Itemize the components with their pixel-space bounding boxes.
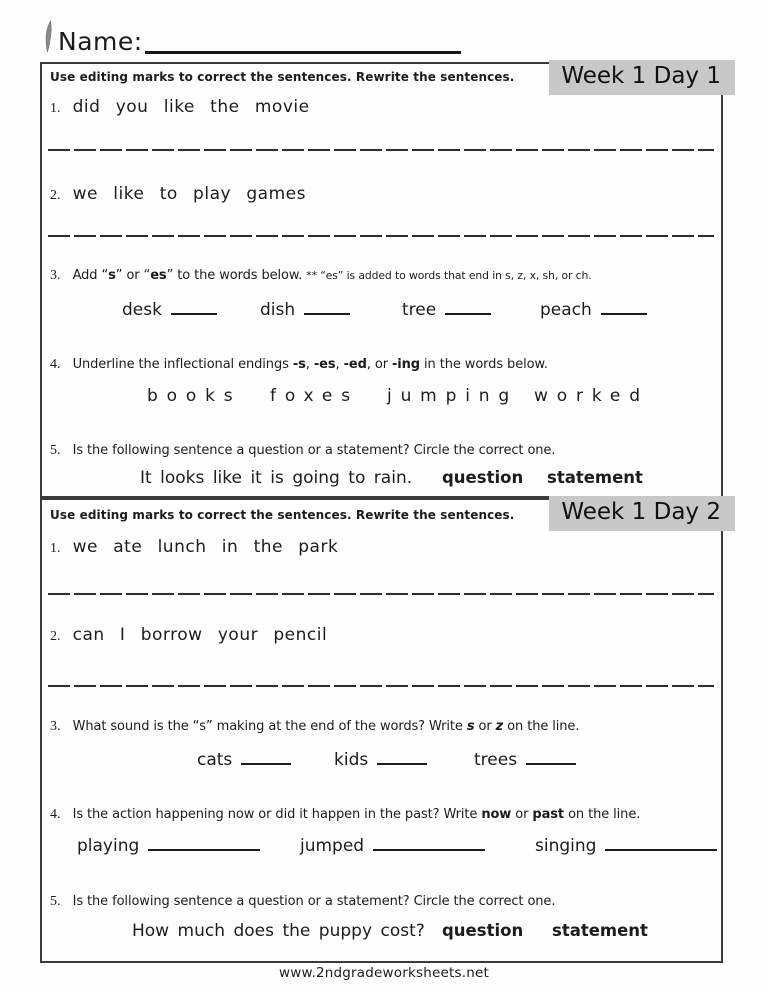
day2-q2: [42, 625, 721, 645]
day1-badge: Week 1 Day 1: [549, 60, 735, 95]
sentence-to-correct: can I borrow your pencil: [72, 625, 328, 645]
word: playing: [77, 836, 140, 856]
word: jumped: [300, 836, 365, 856]
word-to-underline[interactable]: foxes: [270, 386, 359, 406]
choice-question[interactable]: question: [442, 468, 524, 487]
question-text: Underline the inflectional endings -s, -es, -ed, or -ing in the words below.: [72, 357, 548, 372]
day1-instructions: Use editing marks to correct the sentences. Rewrite the sentences.: [50, 70, 515, 84]
day2-q3-words: [42, 750, 721, 776]
answer-blank[interactable]: [601, 300, 647, 315]
word: cats: [197, 750, 233, 770]
word: kids: [334, 750, 369, 770]
word-to-underline[interactable]: books: [147, 386, 242, 406]
quill-icon: [42, 20, 56, 54]
answer-blank[interactable]: [377, 750, 427, 765]
day2-q5-answer-row: [42, 921, 721, 947]
answer-blank[interactable]: [373, 836, 485, 851]
day2-instructions: Use editing marks to correct the sentences. Rewrite the sentences.: [50, 508, 515, 522]
question-number: 1.: [50, 541, 61, 556]
sentence-to-correct: did you like the movie: [72, 97, 310, 117]
question-number: 5.: [50, 894, 61, 909]
answer-blank[interactable]: [304, 300, 350, 315]
choice-question[interactable]: question: [442, 921, 524, 940]
word-to-underline[interactable]: jumping: [387, 386, 519, 406]
day2-q3: [42, 715, 721, 735]
section-day2: [40, 498, 723, 963]
word: dish: [260, 300, 296, 320]
question-text: Add “s” or “es” to the words below. ** “es” is added to words that end in s, z, x, sh, or ch.: [72, 268, 592, 283]
rewrite-line[interactable]: [48, 685, 714, 687]
sentence-to-correct: we ate lunch in the park: [72, 537, 339, 557]
day1-q1: [42, 97, 721, 117]
word: trees: [474, 750, 518, 770]
question-text: Is the following sentence a question or a statement? Circle the correct one.: [72, 443, 556, 458]
answer-blank[interactable]: [241, 750, 291, 765]
question-number: 2.: [50, 629, 61, 644]
day2-q4-words: [42, 836, 721, 862]
question-number: 4.: [50, 807, 61, 822]
question-number: 4.: [50, 357, 61, 372]
answer-blank[interactable]: [526, 750, 576, 765]
day1-q4-words: [42, 386, 721, 412]
question-number: 3.: [50, 719, 61, 734]
name-label: Name:: [58, 27, 143, 56]
day1-q5: [42, 439, 721, 459]
rewrite-line[interactable]: [48, 235, 714, 237]
question-text: What sound is the “s” making at the end of the words? Write s or z on the line.: [72, 719, 580, 734]
word: peach: [540, 300, 592, 320]
day2-q5: [42, 890, 721, 910]
choice-statement[interactable]: statement: [552, 921, 648, 940]
rewrite-line[interactable]: [48, 149, 714, 151]
answer-blank[interactable]: [148, 836, 260, 851]
day1-q5-answer-row: [42, 468, 721, 494]
answer-blank[interactable]: [445, 300, 491, 315]
answer-blank[interactable]: [605, 836, 717, 851]
question-number: 1.: [50, 101, 61, 116]
sentence-to-correct: we like to play games: [72, 184, 306, 204]
day1-q3-words: [42, 300, 721, 326]
word: singing: [535, 836, 597, 856]
day1-q4: [42, 353, 721, 373]
question-text: Is the action happening now or did it happen in the past? Write now or past on the line.: [72, 807, 641, 822]
example-sentence: It looks like it is going to rain.: [140, 468, 413, 488]
question-text: Is the following sentence a question or a statement? Circle the correct one.: [72, 894, 556, 909]
day1-q3: [42, 264, 721, 284]
word-to-underline[interactable]: worked: [534, 386, 649, 406]
website-url: www.2ndgradeworksheets.net: [278, 965, 489, 981]
day1-q2: [42, 184, 721, 204]
rewrite-line[interactable]: [48, 593, 714, 595]
day2-badge: Week 1 Day 2: [549, 496, 735, 531]
question-number: 3.: [50, 268, 61, 283]
question-number: 5.: [50, 443, 61, 458]
example-sentence: How much does the puppy cost?: [132, 921, 425, 941]
choice-statement[interactable]: statement: [547, 468, 643, 487]
day2-q4: [42, 803, 721, 823]
day2-q1: [42, 537, 721, 557]
name-header: [42, 20, 461, 54]
answer-blank[interactable]: [171, 300, 217, 315]
section-day1: [40, 62, 723, 498]
question-number: 2.: [50, 188, 61, 203]
word: tree: [402, 300, 437, 320]
word: desk: [122, 300, 162, 320]
name-input-line[interactable]: [145, 21, 461, 54]
